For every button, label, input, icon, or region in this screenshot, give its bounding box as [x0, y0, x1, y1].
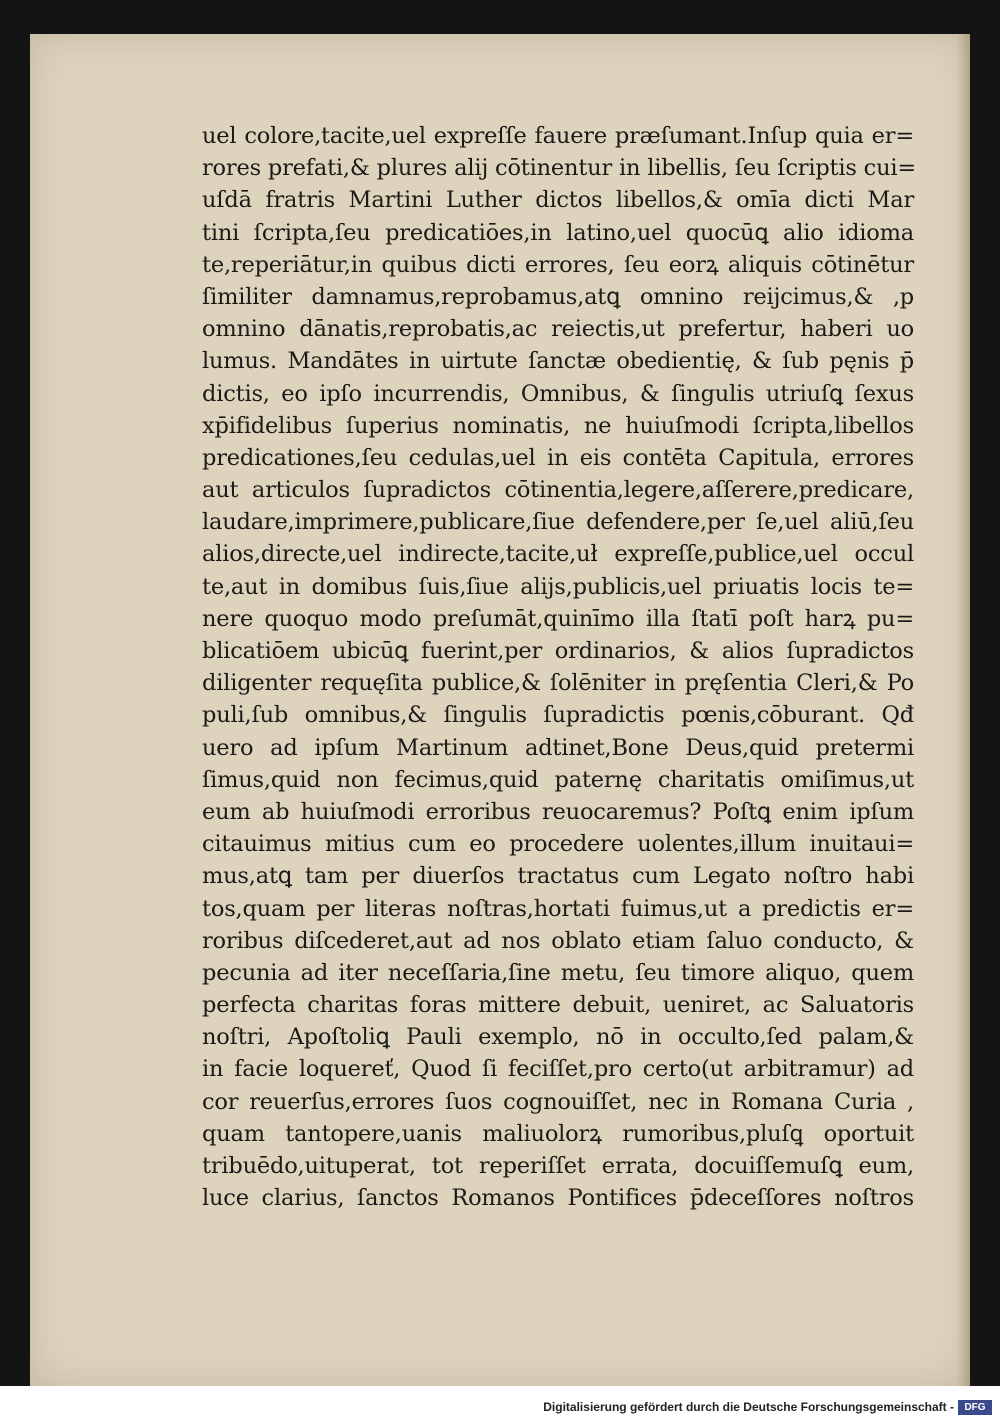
text-line: xp̄ifidelibus ſuperius nominatis, ne huiuſmodi ſcripta,libellos	[202, 412, 914, 439]
text-line: omnino dānatis,reprobatis,ac reiectis,ut prefertur, haberi uo	[202, 316, 914, 343]
text-line: uſdā fratris Martini Luther dictos libellos,& omīa dicti Mar	[202, 187, 914, 214]
text-line: tribuēdo,uituperat, tot reperiſſet errata, docuiſſemuſꝗ eum,	[202, 1153, 914, 1179]
text-line: tini ſcripta,ſeu predicatiōes,in latino,uel quocūꝗ alio idioma	[202, 219, 914, 246]
text-line: dictis, eo ipſo incurrendis, Omnibus, & ſingulis utriuſꝗ ſexus	[202, 380, 914, 407]
funding-note: Digitalisierung gefördert durch die Deutsche Forschungsgemeinschaft -	[543, 1400, 954, 1414]
dfg-logo-icon: DFG	[958, 1400, 992, 1415]
text-line: te,aut in domibus ſuis,ſiue alijs,publicis,uel priuatis locis te=	[202, 573, 914, 600]
text-line: laudare,imprimere,publicare,ſiue defendere,per ſe,uel aliū,ſeu	[202, 509, 914, 536]
text-line: rores prefati,& plures alij cōtinentur in libellis, ſeu ſcriptis cui=	[202, 155, 917, 182]
footer-band	[0, 1386, 1000, 1423]
text-line: alios,directe,uel indirecte,tacite,uł expreſſe,publice,uel occul	[202, 541, 914, 568]
text-line: predicationes,ſeu cedulas,uel in eis contēta Capitula, errores	[202, 444, 914, 471]
text-line: lumus. Mandātes in uirtute ſanctæ obedientię, & ſub pęnis p̄	[202, 348, 914, 375]
text-line: eum ab huiuſmodi erroribus reuocaremus? Poſtꝗ enim ipſum	[202, 798, 914, 825]
text-line: mus,atꝗ tam per diuerſos tractatus cum Legato noſtro habi	[202, 863, 914, 890]
text-line: aut articulos ſupradictos cōtinentia,legere,aſſerere,predicare,	[202, 477, 914, 504]
text-line: perfecta charitas foras mittere debuit, ueniret, ac Saluatoris	[202, 992, 914, 1019]
text-line: pecunia ad iter neceſſaria,ſine metu, ſeu timore aliquo, quem	[202, 959, 914, 986]
text-line: puli,ſub omnibus,& ſingulis ſupradictis pœnis,cōburant. Qđ	[202, 702, 914, 729]
text-line: uero ad ipſum Martinum adtinet,Bone Deus,quid pretermi	[202, 734, 914, 761]
text-line: roribus diſcederet,aut ad nos oblato etiam ſaluo conducto, &	[202, 927, 914, 954]
text-line: tos,quam per literas noſtras,hortati fuimus,ut a predictis er=	[202, 895, 914, 922]
text-line: uel colore,tacite,uel expreſſe fauere præſumant.Inſup quia er=	[202, 123, 914, 149]
text-line: noſtri, Apoſtoliꝗ Pauli exemplo, nō in occulto,ſed palam,&	[202, 1024, 914, 1051]
text-line: luce clarius, ſanctos Romanos Pontifices p̄deceſſores noſtros	[202, 1185, 914, 1212]
text-line: te,reperiātur,in quibus dicti errores, ſeu eorꝝ aliquis cōtinētur	[202, 251, 914, 278]
text-line: in facie loquereť, Quod ſi feciſſet,pro certo(ut arbitramur) ad	[202, 1056, 914, 1083]
text-block	[202, 120, 917, 1214]
text-line: citauimus mitius cum eo procedere uolentes,illum inuitaui=	[202, 831, 914, 858]
book-page	[30, 34, 970, 1386]
text-line: cor reuerſus,errores ſuos cognouiſſet, nec in Romana Curia ,	[202, 1088, 914, 1115]
page-edge-shadow	[956, 34, 970, 1386]
text-line: nere quoquo modo preſumāt,quinīmo illa ſtatī poſt harꝝ pu=	[202, 605, 914, 632]
text-line: quam tantopere,uanis maliuolorꝝ rumoribus,pluſꝗ oportuit	[202, 1120, 914, 1147]
text-line: ſimiliter damnamus,reprobamus,atꝗ omnino reijcimus,& ,p	[202, 283, 914, 310]
text-line: diligenter requęſita publice,& ſolēniter in pręſentia Cleri,& Po	[202, 670, 914, 697]
text-line: blicatiōem ubicūꝗ fuerint,per ordinarios, & alios ſupradictos	[202, 638, 914, 664]
text-line: ſimus,quid non fecimus,quid paternę charitatis omiſimus,ut	[202, 766, 914, 793]
